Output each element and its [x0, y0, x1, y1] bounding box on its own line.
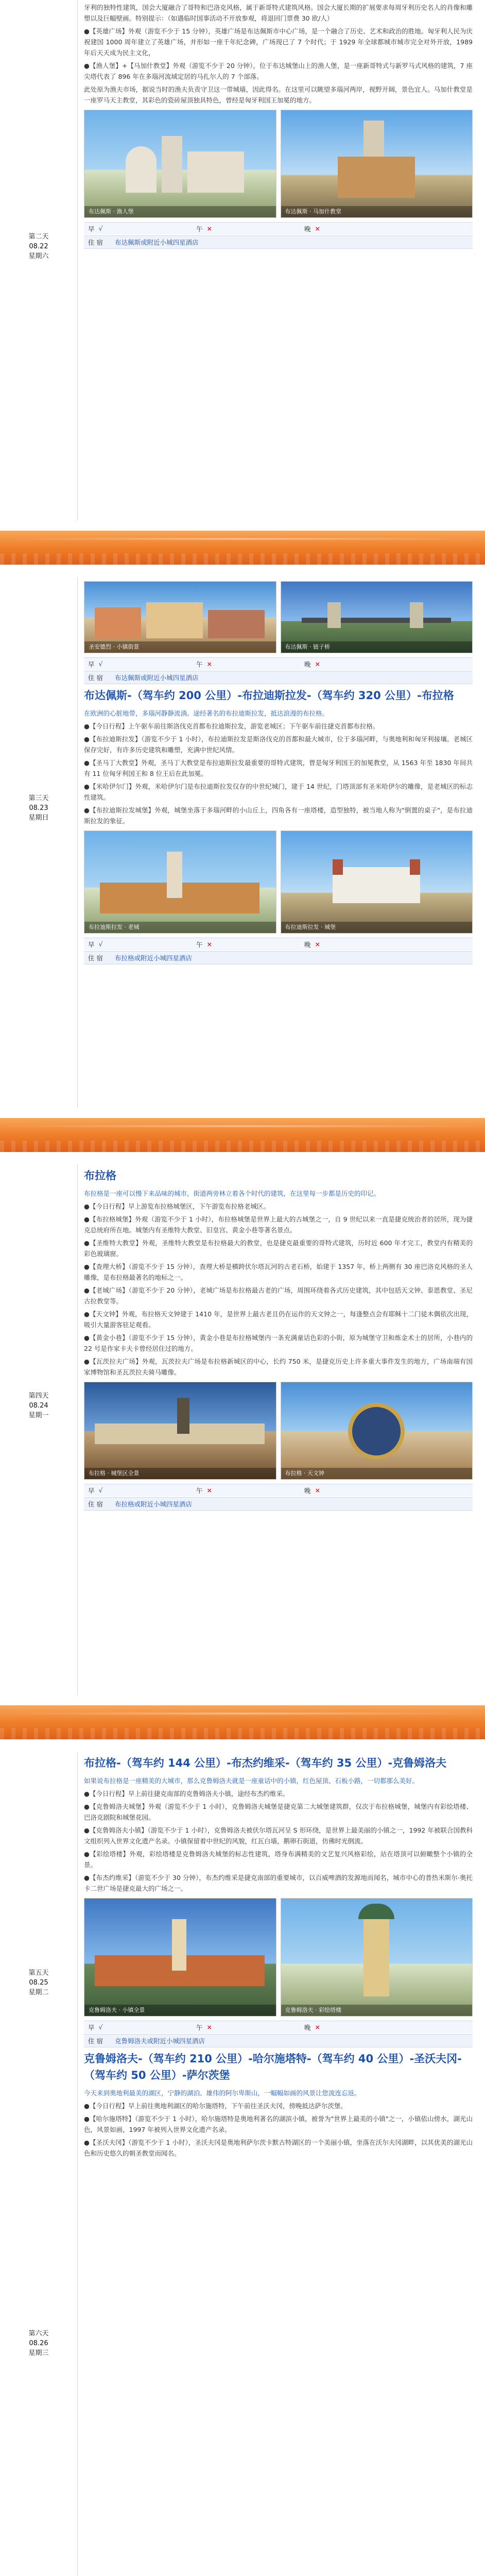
day-date: 08.26: [29, 2340, 48, 2347]
paragraph: ●【彩绘塔楼】外观，彩绘塔楼是克鲁姆洛夫城堡的标志性建筑，塔身布满精美的文艺复兴风格彩绘，站在塔顶可以俯瞰整个小镇的全景。: [84, 1850, 473, 1869]
accommodation-row: [84, 1497, 473, 1511]
photo-caption: 克鲁姆洛夫 · 小镇全景: [84, 2005, 276, 2016]
photo-caption: 克鲁姆洛夫 · 彩绘塔楼: [281, 2005, 473, 2016]
day-content: [77, 577, 473, 1108]
day-section-5: [0, 1752, 485, 2473]
section-banner: [0, 1118, 485, 1152]
photo-row: [84, 1898, 473, 2016]
route-tagline: 布拉格是一座可以慢下来品味的城市，街道两旁林立着各个时代的建筑，在这里每一步都是历史的印记。: [84, 1190, 380, 1197]
day-section-3a: [0, 577, 485, 1108]
meal-dinner-value: ×: [315, 660, 320, 668]
meal-breakfast-value: √: [98, 225, 103, 232]
meal-dinner: 晚: [304, 940, 311, 948]
meal-lunch: 午: [196, 940, 203, 948]
day-content: [77, 0, 473, 520]
photo-fishermans-bastion: [84, 110, 276, 218]
paragraph: ●【米哈伊尔门】外观，米哈伊尔门是布拉迪斯拉发仅存的中世纪城门，建于 14 世纪，门塔顶部有圣米哈伊尔的雕像，是老城区的标志性建筑。: [84, 783, 473, 801]
meal-breakfast-value: √: [98, 2023, 103, 2031]
photo-caption: 圣安德烈 · 小镇街景: [84, 641, 276, 653]
day-label: [0, 1968, 77, 1997]
section-banner: [0, 531, 485, 565]
paragraph: ●【布杰约维采】（游览不少于 30 分钟），布杰约维采是捷克南部的重要城市，以百威啤酒的发源地而闻名，城市中心的普热米斯尔·奥托卡二世广场是捷克最大的广场之一。: [84, 1874, 473, 1892]
accommodation-label: 住 宿: [88, 954, 103, 962]
meal-lunch-value: ×: [206, 1486, 212, 1494]
day-label: [0, 2329, 77, 2358]
day-weekday: 星期一: [28, 1412, 49, 1419]
meal-breakfast: 早: [88, 225, 95, 233]
day-date: 08.22: [29, 243, 48, 250]
route-tagline: 在欧洲的心脏地带，多瑙河静静流淌。途经著名的布拉迪斯拉发，抵达浪漫的布拉格。: [84, 709, 329, 717]
accommodation-row: [84, 671, 473, 684]
meal-lunch: 午: [196, 660, 203, 668]
meal-dinner: 晚: [304, 2023, 311, 2031]
day-content: [77, 1752, 473, 2576]
photo-bratislava-castle: [281, 831, 473, 934]
paragraph: ●【布拉迪斯拉发城堡】外观，城堡坐落于多瑙河畔的小山丘上，四角各有一座塔楼，造型独特，被当地人称为"倒置的桌子"，是布拉迪斯拉发的象征。: [84, 806, 473, 825]
meal-lunch: 午: [196, 1486, 203, 1495]
paragraph: ●【渔人堡】+【马加什教堂】外观（游览不少于 20 分钟），位于布达城堡山上的渔人堡，是一座新哥特式与新罗马式风格的建筑，7 座尖塔代表了 896 年在多瑙河流域定居的马扎尔人的 7 个部落。: [84, 62, 473, 80]
photo-szentendre: [84, 581, 276, 653]
accommodation-value: 布达佩斯或附近小城四星酒店: [115, 239, 199, 246]
paragraph: ●【天文钟】外观，布拉格天文钟建于 1410 年，是世界上最古老且仍在运作的天文钟之一，每逢整点会有耶稣十二门徒木偶依次出现，吸引大量游客驻足观看。: [84, 1310, 473, 1329]
meal-dinner-value: ×: [315, 225, 320, 232]
meals-row: [84, 1484, 473, 1496]
meal-dinner-value: ×: [315, 1486, 320, 1494]
meal-breakfast-value: √: [98, 1486, 103, 1494]
paragraph: 牙利的独特性建筑，国会大厦融合了哥特和巴洛克风格，属于新哥特式建筑风格。国会大厦长期的扩展要求每周牙利历史名人的肖像和雕塑以及巨幅壁画。特别提示：（如遇临时国事活动不开放参观，将退回门票费 30 欧/人）: [84, 4, 473, 22]
paragraph: ●【布拉格城堡】外观（游览不少于 1 小时），布拉格城堡是世界上最大的古城堡之一，自 9 世纪以来一直是捷克统治者的居所，现为捷克总统府所在地。城堡内有圣维特大教堂、旧皇宫、黄金小巷等著名景点。: [84, 1215, 473, 1234]
day-number: 第六天: [28, 2330, 49, 2337]
route-title: 布拉格-（驾车约 144 公里）-布杰约维采-（驾车约 35 公里）-克鲁姆洛夫: [84, 1757, 447, 1769]
paragraph: ●【哈尔施塔特】（游览不少于 1 小时），哈尔施塔特是奥地利著名的湖滨小镇，被誉为"世界上最美的小镇"之一，小镇依山傍水，湖光山色，风景如画，1997 年被列入世界文化遗产名录。: [84, 2115, 473, 2133]
paragraph: 此处原为渔夫市场，据说当时的渔夫负责守卫这一带城墙，因此得名。在这里可以眺望多瑙河两岸，视野开阔，景色宜人。马加什教堂是一座罗马天主教堂，其彩色的瓷砖屋顶独具特色，曾经是匈牙利国王加冕的地方。: [84, 86, 473, 104]
meal-lunch-value: ×: [206, 940, 212, 948]
photo-bratislava-old-town: [84, 831, 276, 934]
accommodation-row: [84, 2034, 473, 2047]
paragraph: ●【今日行程】早上前往奥地利湖区的哈尔施塔特，下午前往圣沃夫冈，傍晚抵达萨尔茨堡。: [84, 2102, 347, 2110]
route-tagline: 如果说布拉格是一座精美的大城市，那么克鲁姆洛夫就是一座童话中的小镇，红色屋顶、石板小路，一切都那么美好。: [84, 1777, 419, 1785]
photo-caption: 布达佩斯 · 渔人堡: [84, 206, 276, 217]
paragraph: ●【今日行程】上午驱车前往斯洛伐克首都布拉迪斯拉发，游览老城区；下午驱车前往捷克首都布拉格。: [84, 722, 379, 730]
meal-breakfast: 早: [88, 940, 95, 948]
day-number: 第五天: [28, 1969, 49, 1977]
photo-caption: 布达佩斯 · 马加什教堂: [281, 206, 473, 217]
paragraph: ●【英雄广场】外观（游览不少于 15 分钟），英雄广场是布达佩斯市中心广场，是一个融合了历史、艺术和政治的胜地。匈牙利人民为庆祝建国 1000 周年建立了英雄广场，并形如一座千年纪念碑，广场现已了 7 个时代；于 1929 年全球都城市城市完全对外开放，1989 年后天天成为民主文化，: [84, 27, 473, 57]
accommodation-row: [84, 951, 473, 964]
day-label: [0, 793, 77, 823]
paragraph: ●【今日行程】早上游览布拉格城堡区，下午游览布拉格老城区。: [84, 1202, 270, 1210]
meal-breakfast-value: √: [98, 940, 103, 948]
meal-breakfast: 早: [88, 1486, 95, 1495]
route-title: 布达佩斯-（驾车约 200 公里）-布拉迪斯拉发-（驾车约 320 公里）-布拉格: [84, 689, 454, 702]
paragraph: ●【克鲁姆洛夫城堡】外观（游览不少于 1 小时），克鲁姆洛夫城堡是捷克第二大城堡建筑群，仅次于布拉格城堡，城堡内有彩绘塔楼、巴洛克剧院和城堡花园。: [84, 1803, 473, 1821]
accommodation-value: 布达佩斯或附近小城四星酒店: [115, 674, 199, 682]
accommodation-label: 住 宿: [88, 239, 103, 246]
paragraph: ●【克鲁姆洛夫小镇】（游览不少于 1 小时），克鲁姆洛夫被伏尔塔瓦河呈 S 形环绕，是世界上最美丽的小镇之一，1992 年被联合国教科文组织列入世界文化遗产名录。小镇保留着中世纪的风貌，红瓦白墙，鹅卵石街道，仿佛时光倒流。: [84, 1826, 473, 1845]
paragraph: ●【瓦茨拉夫广场】外观，瓦茨拉夫广场是布拉格新城区的中心，长约 750 米，是捷克历史上许多重大事件发生的地方，广场南端有国家博物馆和圣瓦茨拉夫骑马雕像。: [84, 1358, 473, 1376]
accommodation-label: 住 宿: [88, 674, 103, 682]
day-date: 08.23: [29, 804, 48, 812]
photo-caption: 布达佩斯 · 链子桥: [281, 641, 473, 653]
meal-dinner-value: ×: [315, 940, 320, 948]
meals-row: [84, 222, 473, 234]
day-weekday: 星期二: [28, 1989, 49, 1996]
paragraph: ●【布拉迪斯拉发】（游览不少于 1 小时），布拉迪斯拉发是斯洛伐克的首都和最大城市，位于多瑙河畔，与奥地利和匈牙利接壤。老城区保存完好，有许多历史建筑和雕塑，充满中世纪风情。: [84, 735, 473, 754]
accommodation-label: 住 宿: [88, 2037, 103, 2045]
meal-dinner: 晚: [304, 660, 311, 668]
photo-row: [84, 110, 473, 218]
photo-chain-bridge: [281, 581, 473, 653]
accommodation-label: 住 宿: [88, 1500, 103, 1508]
day-date: 08.24: [29, 1402, 48, 1410]
photo-painted-tower: [281, 1898, 473, 2016]
photo-caption: 布拉迪斯拉发 · 老城: [84, 922, 276, 933]
meal-lunch-value: ×: [206, 2023, 212, 2031]
paragraph: ●【圣维特大教堂】外观，圣维特大教堂是布拉格最大的教堂，也是捷克最重要的哥特式建筑，历时近 600 年才完工，教堂内有精美的彩色玻璃窗。: [84, 1239, 473, 1258]
paragraph: ●【圣沃夫冈】（游览不少于 1 小时），圣沃夫冈是奥地利萨尔茨卡默古特湖区的一个美丽小镇，坐落在沃尔夫冈湖畔，以其优美的湖光山色和历史悠久的朝圣教堂而闻名。: [84, 2139, 473, 2157]
photo-caption: 布拉格 · 城堡区全景: [84, 1468, 276, 1479]
meal-dinner: 晚: [304, 225, 311, 233]
photo-matthias-church: [281, 110, 473, 218]
day-weekday: 星期六: [28, 252, 49, 260]
day-label: [0, 1391, 77, 1420]
route-title: 布拉格: [84, 1170, 116, 1182]
accommodation-value: 布拉格或附近小城四星酒店: [115, 954, 193, 962]
day-section-2: [0, 0, 485, 520]
photo-row: [84, 1382, 473, 1480]
day-number: 第四天: [28, 1392, 49, 1400]
photo-row: [84, 581, 473, 653]
day-weekday: 星期三: [28, 2349, 49, 2357]
meals-row: [84, 657, 473, 670]
day-number: 第二天: [28, 233, 49, 241]
day-date: 08.25: [29, 1979, 48, 1987]
paragraph: ●【老城广场】（游览不少于 20 分钟），老城广场是布拉格最古老的广场，周围环绕着各式历史建筑，其中包括天文钟、泰恩教堂、圣尼古拉教堂等。: [84, 1286, 473, 1305]
route-title: 克鲁姆洛夫-（驾车约 210 公里）-哈尔施塔特-（驾车约 40 公里）-圣沃夫冈-（驾车约 50 公里）-萨尔茨堡: [84, 2053, 462, 2081]
meal-breakfast: 早: [88, 2023, 95, 2031]
section-banner: [0, 1705, 485, 1739]
accommodation-value: 克鲁姆洛夫或附近小城四星酒店: [115, 2037, 205, 2045]
route-tagline: 今天来到奥地利最美的湖区，宁静的湖泊、雄伟的阿尔卑斯山，一幅幅如画的风景让您流连忘返。: [84, 2089, 361, 2097]
accommodation-value: 布拉格或附近小城四星酒店: [115, 1500, 193, 1508]
day-number: 第三天: [28, 794, 49, 802]
meal-lunch: 午: [196, 2023, 203, 2031]
photo-prague-castle: [84, 1382, 276, 1480]
paragraph: ●【黄金小巷】（游览不少于 15 分钟），黄金小巷是布拉格城堡内一条充满童话色彩的小街，原为城堡守卫和炼金术士的居所，小巷内的 22 号是作家卡夫卡曾经居住过的地方。: [84, 1334, 473, 1352]
meal-dinner: 晚: [304, 1486, 311, 1495]
photo-caption: 布拉迪斯拉发 · 城堡: [281, 922, 473, 933]
day-label: [0, 232, 77, 261]
meal-dinner-value: ×: [315, 2023, 320, 2031]
accommodation-row: [84, 235, 473, 249]
meals-row: [84, 938, 473, 950]
paragraph: ●【圣马丁大教堂】外观，圣马丁大教堂是布拉迪斯拉发最重要的哥特式建筑，曾是匈牙利国王的加冕教堂，从 1563 年至 1830 年间共有 11 位匈牙利国王和 8 位王后在此加冕。: [84, 759, 473, 777]
photo-cesky-krumlov: [84, 1898, 276, 2016]
meal-lunch-value: ×: [206, 225, 212, 232]
paragraph: ●【查理大桥】（游览不少于 15 分钟），查理大桥是横跨伏尔塔瓦河的古老石桥，始建于 1357 年，桥上两侧有 30 座巴洛克风格的圣人雕像，是布拉格最著名的地标之一。: [84, 1263, 473, 1281]
meal-breakfast-value: √: [98, 660, 103, 668]
paragraph: ●【今日行程】早上前往捷克南部的克鲁姆洛夫小镇，途经布杰约维采。: [84, 1790, 289, 1798]
meal-breakfast: 早: [88, 660, 95, 668]
day-weekday: 星期日: [28, 814, 49, 822]
photo-astronomical-clock: [281, 1382, 473, 1480]
photo-row: [84, 831, 473, 934]
meals-row: [84, 2021, 473, 2033]
day-section-4: [0, 1164, 485, 1695]
meal-lunch: 午: [196, 225, 203, 233]
day-content: [77, 1164, 473, 1695]
meal-lunch-value: ×: [206, 660, 212, 668]
photo-caption: 布拉格 · 天文钟: [281, 1468, 473, 1479]
